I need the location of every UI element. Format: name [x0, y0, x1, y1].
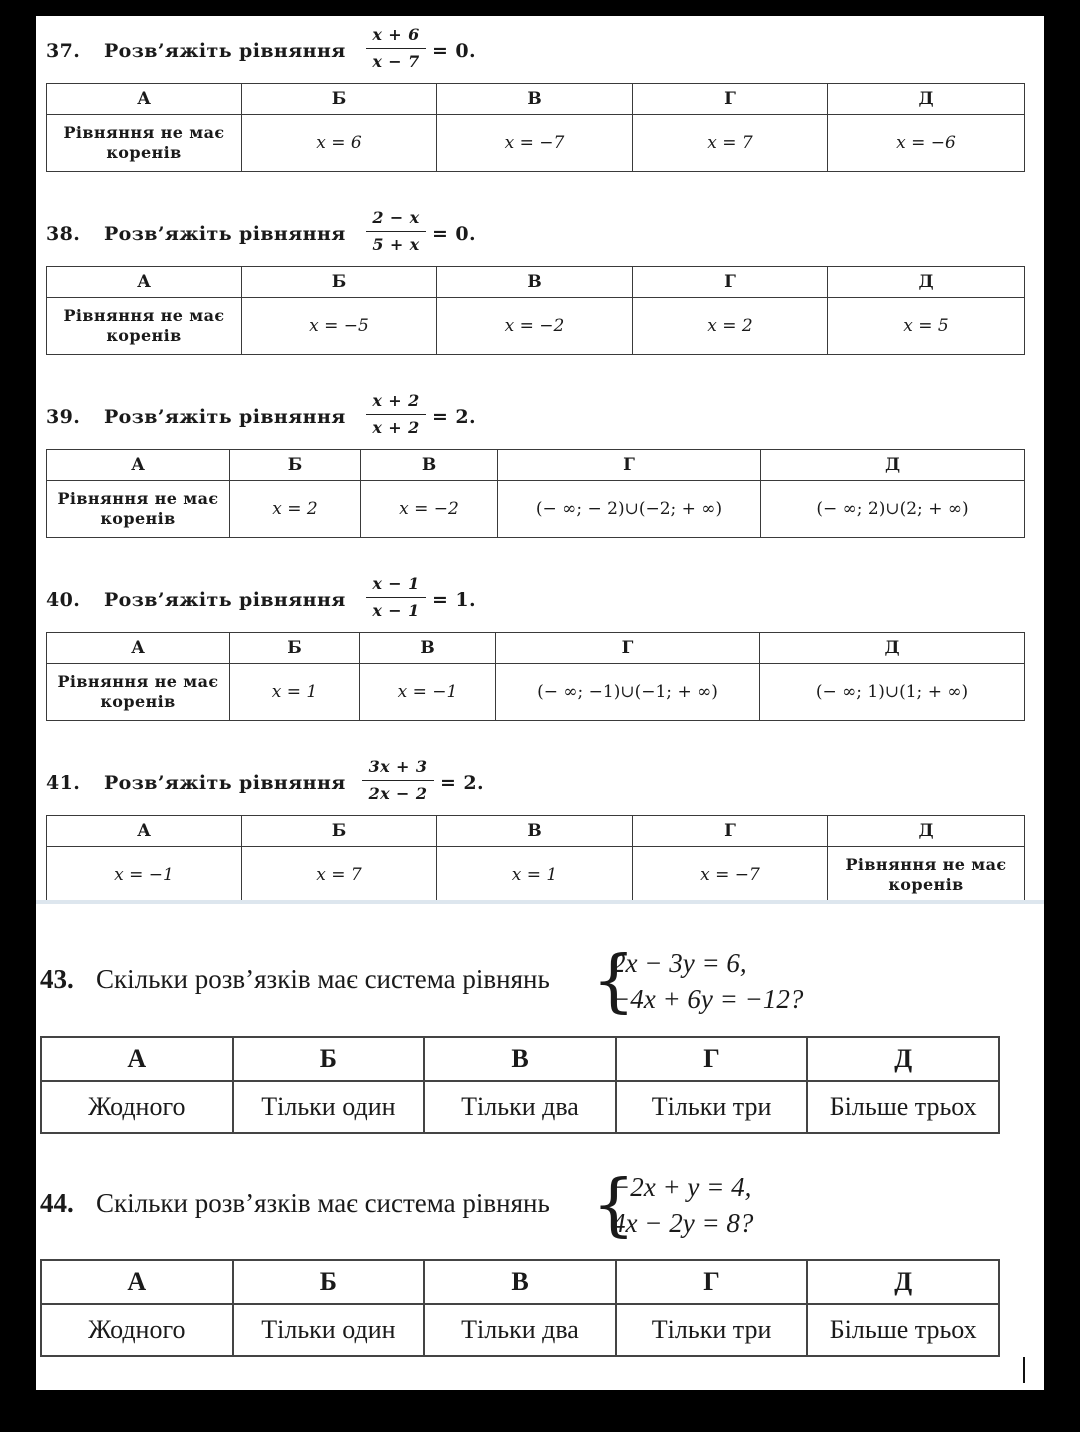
option-header: Д [828, 267, 1025, 298]
fraction [366, 207, 426, 256]
answer-option-b[interactable]: x = 1 [230, 664, 360, 721]
option-header: В [437, 84, 633, 115]
answer-option-d[interactable]: x = 5 [828, 298, 1025, 355]
option-header: В [437, 267, 633, 298]
fraction [366, 573, 426, 622]
question-number: 39. [46, 406, 81, 428]
fraction [366, 390, 426, 439]
question-38 [46, 203, 646, 259]
equation-rhs: = 2. [440, 772, 484, 794]
question-text: Розв’яжіть рівняння [104, 223, 346, 245]
option-header: Б [242, 84, 437, 115]
answer-option-d[interactable]: (− ∞; 2)∪(2; + ∞) [761, 481, 1025, 538]
answer-table-38 [46, 266, 1025, 355]
answer-option-v[interactable]: x = −1 [360, 664, 496, 721]
answer-option-d[interactable]: Більше трьох [807, 1304, 999, 1356]
top-section [36, 16, 1044, 902]
option-header: Г [633, 816, 828, 847]
question-37 [46, 20, 646, 76]
option-header: Г [616, 1260, 808, 1304]
brace-icon: { [592, 1166, 636, 1245]
option-header: Д [807, 1037, 999, 1081]
answer-option-d[interactable]: Рівняння не має коренів [828, 847, 1025, 903]
option-header: В [437, 816, 633, 847]
answer-option-a[interactable]: Рівняння не має коренів [47, 298, 242, 355]
answer-option-d[interactable]: Більше трьох [807, 1081, 999, 1133]
question-text: Скільки розв’язків має система рівнянь [96, 1188, 550, 1218]
equation-2: 4x − 2y = 8? [612, 1208, 754, 1238]
option-header: Д [807, 1260, 999, 1304]
option-header: Б [242, 816, 437, 847]
question-41 [46, 752, 646, 808]
numerator: x + 6 [372, 25, 420, 44]
question-number: 40. [46, 589, 81, 611]
question-text: Розв’яжіть рівняння [104, 40, 346, 62]
answer-option-d[interactable]: x = −6 [828, 115, 1025, 172]
equation-rhs: = 1. [432, 589, 476, 611]
option-header: А [47, 450, 230, 481]
answer-option-h[interactable]: (− ∞; − 2)∪(−2; + ∞) [498, 481, 761, 538]
option-header: Б [230, 450, 361, 481]
option-header: А [41, 1260, 233, 1304]
answer-option-h[interactable]: x = 7 [633, 115, 828, 172]
equation-rhs: = 2. [432, 406, 476, 428]
answer-option-h[interactable]: (− ∞; −1)∪(−1; + ∞) [496, 664, 760, 721]
answer-option-v[interactable]: x = 1 [437, 847, 633, 903]
numerator: x − 1 [372, 574, 420, 593]
option-header: Б [233, 1260, 425, 1304]
brace-icon: { [592, 942, 636, 1021]
question-number: 41. [46, 772, 81, 794]
answer-option-a[interactable]: x = −1 [47, 847, 242, 903]
denominator: x − 1 [372, 601, 420, 620]
answer-table-40 [46, 632, 1025, 721]
answer-option-h[interactable]: x = 2 [633, 298, 828, 355]
text-cursor [1023, 1357, 1025, 1383]
answer-option-a[interactable]: Жодного [41, 1081, 233, 1133]
option-header: А [47, 267, 242, 298]
question-number: 43. [40, 964, 74, 994]
option-header: А [41, 1037, 233, 1081]
answer-option-b[interactable]: Тільки один [233, 1304, 425, 1356]
option-header: Г [633, 84, 828, 115]
option-header: Б [233, 1037, 425, 1081]
numerator: x + 2 [372, 391, 420, 410]
answer-option-b[interactable]: x = 7 [242, 847, 437, 903]
answer-table-43 [40, 1036, 1000, 1134]
answer-option-b[interactable]: Тільки один [233, 1081, 425, 1133]
option-header: В [424, 1037, 616, 1081]
option-header: Д [828, 816, 1025, 847]
denominator: x − 7 [372, 52, 420, 71]
answer-table-44 [40, 1259, 1000, 1357]
answer-option-h[interactable]: x = −7 [633, 847, 828, 903]
answer-option-b[interactable]: x = −5 [242, 298, 437, 355]
answer-option-h[interactable]: Тільки три [616, 1081, 808, 1133]
answer-option-d[interactable]: (− ∞; 1)∪(1; + ∞) [760, 664, 1025, 721]
option-header: Г [633, 267, 828, 298]
answer-option-v[interactable]: x = −2 [361, 481, 498, 538]
answer-option-v[interactable]: x = −7 [437, 115, 633, 172]
answer-option-h[interactable]: Тільки три [616, 1304, 808, 1356]
answer-option-v[interactable]: x = −2 [437, 298, 633, 355]
equation-2: −4x + 6y = −12? [612, 984, 804, 1014]
worksheet-page [36, 16, 1044, 1390]
question-43 [40, 942, 840, 1022]
answer-option-b[interactable]: x = 6 [242, 115, 437, 172]
option-header: А [47, 816, 242, 847]
option-header: А [47, 84, 242, 115]
option-header: Б [242, 267, 437, 298]
option-header: Г [498, 450, 761, 481]
question-39 [46, 386, 646, 442]
option-header: Г [616, 1037, 808, 1081]
question-number: 44. [40, 1188, 74, 1218]
answer-option-a[interactable]: Рівняння не має коренів [47, 481, 230, 538]
question-40 [46, 569, 646, 625]
option-header: Г [496, 633, 760, 664]
equation-rhs: = 0. [432, 40, 476, 62]
fraction [366, 24, 426, 73]
answer-option-a[interactable]: Рівняння не має коренів [47, 115, 242, 172]
question-number: 37. [46, 40, 81, 62]
answer-option-v[interactable]: Тільки два [424, 1081, 616, 1133]
numerator: 3x + 3 [368, 757, 428, 776]
option-header: Д [828, 84, 1025, 115]
question-44 [40, 1166, 840, 1246]
option-header: В [361, 450, 498, 481]
equation-system [592, 1166, 812, 1246]
question-text: Скільки розв’язків має система рівнянь [96, 964, 550, 994]
denominator: 2x − 2 [368, 784, 428, 803]
option-header: Б [230, 633, 360, 664]
question-text: Розв’яжіть рівняння [104, 406, 346, 428]
question-text: Розв’яжіть рівняння [104, 589, 346, 611]
question-number: 38. [46, 223, 81, 245]
equation-1: −2x + y = 4, [612, 1172, 752, 1202]
option-header: Д [761, 450, 1025, 481]
option-header: В [424, 1260, 616, 1304]
answer-option-a[interactable]: Жодного [41, 1304, 233, 1356]
denominator: 5 + x [372, 235, 420, 254]
numerator: 2 − x [372, 208, 420, 227]
answer-option-b[interactable]: x = 2 [230, 481, 361, 538]
answer-option-a[interactable]: Рівняння не має коренів [47, 664, 230, 721]
answer-table-39 [46, 449, 1025, 538]
answer-table-41 [46, 815, 1025, 902]
option-header: В [360, 633, 496, 664]
equation-system [592, 942, 812, 1022]
answer-table-37 [46, 83, 1025, 172]
equation-rhs: = 0. [432, 223, 476, 245]
section-divider [36, 900, 1044, 904]
option-header: Д [760, 633, 1025, 664]
fraction [362, 756, 434, 805]
answer-option-v[interactable]: Тільки два [424, 1304, 616, 1356]
denominator: x + 2 [372, 418, 420, 437]
equation-1: 2x − 3y = 6, [612, 948, 747, 978]
option-header: А [47, 633, 230, 664]
question-text: Розв’яжіть рівняння [104, 772, 346, 794]
